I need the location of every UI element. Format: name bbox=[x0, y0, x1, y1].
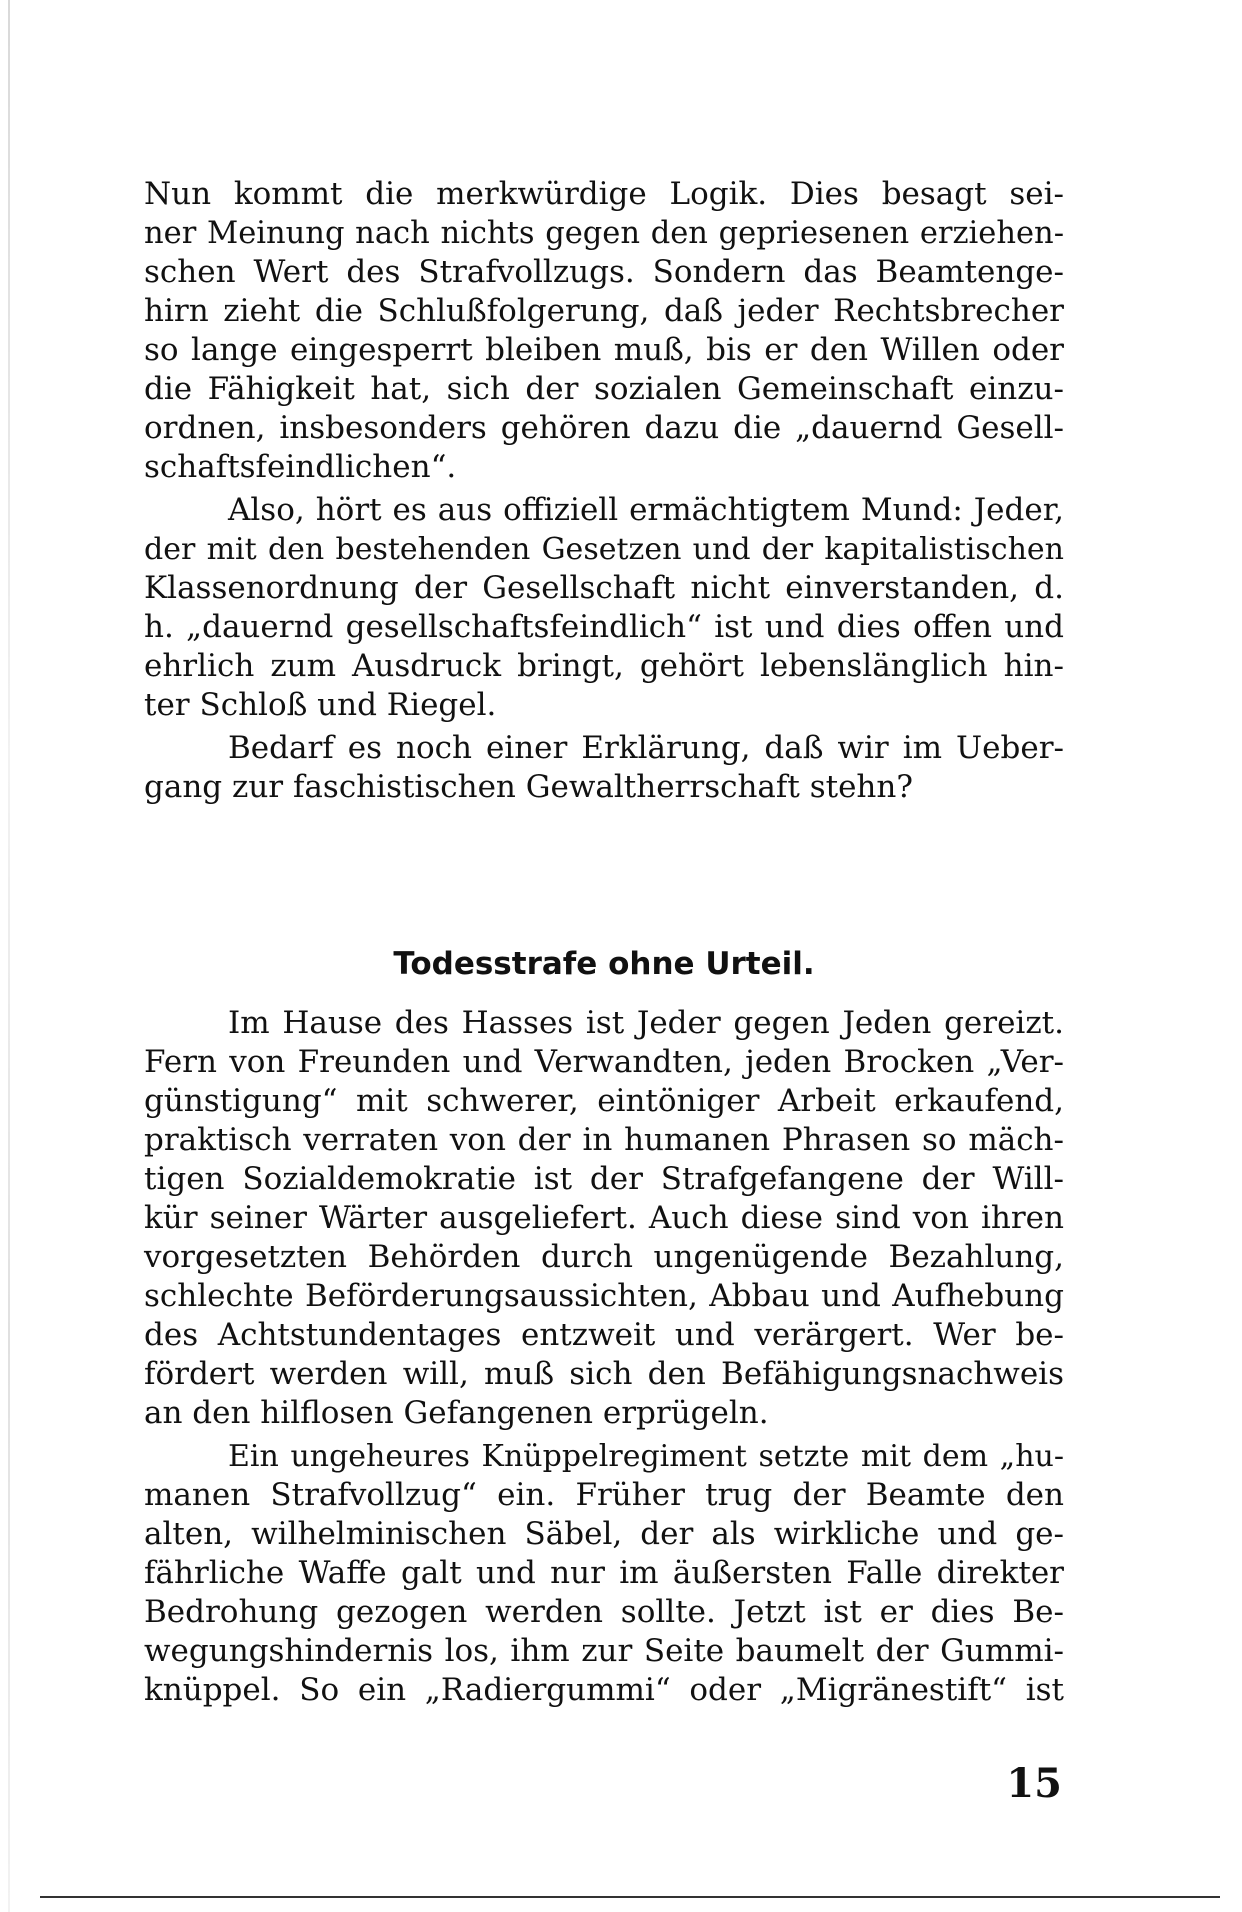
text-line: die Fähigkeit hat, sich der sozialen Gemeinschaft einzu- bbox=[144, 371, 1064, 407]
paragraph-fascism bbox=[144, 729, 1064, 807]
text-block-top bbox=[144, 175, 1064, 807]
text-line: Nun kommt die merkwürdige Logik. Dies besagt sei- bbox=[144, 176, 1064, 212]
text-line: schaftsfeindlichen“. bbox=[144, 449, 457, 485]
text-line: der mit den bestehenden Gesetzen und der kapitalistischen bbox=[144, 532, 1064, 567]
text-line: des Achtstundentages entzweit und verärgert. Wer be- bbox=[144, 1317, 1064, 1353]
scan-edge-shadow bbox=[8, 0, 10, 1912]
text-line: Bedrohung gezogen werden sollte. Jetzt ist er dies Be- bbox=[144, 1594, 1064, 1630]
text-line: praktisch verraten von der in humanen Phrasen so mäch- bbox=[144, 1122, 1064, 1158]
section-heading: Todesstrafe ohne Urteil. bbox=[393, 946, 815, 982]
text-line: tigen Sozialdemokratie ist der Strafgefangene der Will- bbox=[144, 1161, 1064, 1197]
text-line: wegungshindernis los, ihm zur Seite baumelt der Gummi- bbox=[144, 1633, 1064, 1669]
paragraph-house-of-hate bbox=[144, 1004, 1064, 1433]
text-line: vorgesetzten Behörden durch ungenügende Bezahlung, bbox=[144, 1239, 1064, 1275]
text-line: so lange eingesperrt bleiben muß, bis er den Willen oder bbox=[144, 332, 1064, 368]
text-line: fördert werden will, muß sich den Befähigungsnachweis bbox=[144, 1356, 1064, 1392]
paragraph-authority bbox=[144, 491, 1064, 725]
text-line: ner Meinung nach nichts gegen den gepriesenen erziehen- bbox=[144, 216, 1064, 251]
text-line: fährliche Waffe galt und nur im äußersten Falle direkter bbox=[144, 1555, 1064, 1591]
text-line: an den hilflosen Gefangenen erprügeln. bbox=[144, 1395, 769, 1431]
text-line: Ein ungeheures Knüppelregiment setzte mit dem „hu- bbox=[228, 1439, 1064, 1474]
text-line: Im Hause des Hasses ist Jeder gegen Jeden gereizt. bbox=[228, 1005, 1064, 1041]
text-line: hirn zieht die Schlußfolgerung, daß jeder Rechtsbrecher bbox=[144, 293, 1064, 329]
text-line: gang zur faschistischen Gewaltherrschaft stehn? bbox=[144, 769, 913, 805]
text-line: ter Schloß und Riegel. bbox=[144, 687, 497, 723]
page-number: 15 bbox=[1006, 1760, 1062, 1807]
text-line: kür seiner Wärter ausgeliefert. Auch diese sind von ihren bbox=[144, 1200, 1064, 1236]
text-line: Also, hört es aus offiziell ermächtigtem Mund: Jeder, bbox=[228, 492, 1064, 528]
text-block-bottom bbox=[144, 1004, 1064, 1710]
text-line: günstigung“ mit schwerer, eintöniger Arbeit erkaufend, bbox=[144, 1083, 1064, 1119]
text-line: knüppel. So ein „Radiergummi“ oder „Migränestift“ ist bbox=[144, 1672, 1064, 1708]
text-line: h. „dauernd gesellschaftsfeindlich“ ist und dies offen und bbox=[144, 609, 1064, 645]
paragraph-logic bbox=[144, 175, 1064, 487]
text-line: schen Wert des Strafvollzugs. Sondern das Beamtenge- bbox=[144, 254, 1064, 290]
text-line: ordnen, insbesonders gehören dazu die „dauernd Gesell- bbox=[144, 410, 1064, 446]
text-line: schlechte Beförderungsaussichten, Abbau und Aufhebung bbox=[144, 1278, 1064, 1314]
text-line: alten, wilhelminischen Säbel, der als wirkliche und ge- bbox=[144, 1516, 1064, 1552]
paragraph-club-regime bbox=[144, 1437, 1064, 1710]
text-line: Fern von Freunden und Verwandten, jeden Brocken „Ver- bbox=[144, 1044, 1064, 1080]
bottom-rule bbox=[40, 1896, 1220, 1898]
text-line: Bedarf es noch einer Erklärung, daß wir im Ueber- bbox=[228, 730, 1064, 766]
text-line: Klassenordnung der Gesellschaft nicht einverstanden, d. bbox=[144, 570, 1064, 606]
text-line: manen Strafvollzug“ ein. Früher trug der Beamte den bbox=[144, 1477, 1064, 1513]
text-line: ehrlich zum Ausdruck bringt, gehört lebenslänglich hin- bbox=[144, 648, 1064, 684]
